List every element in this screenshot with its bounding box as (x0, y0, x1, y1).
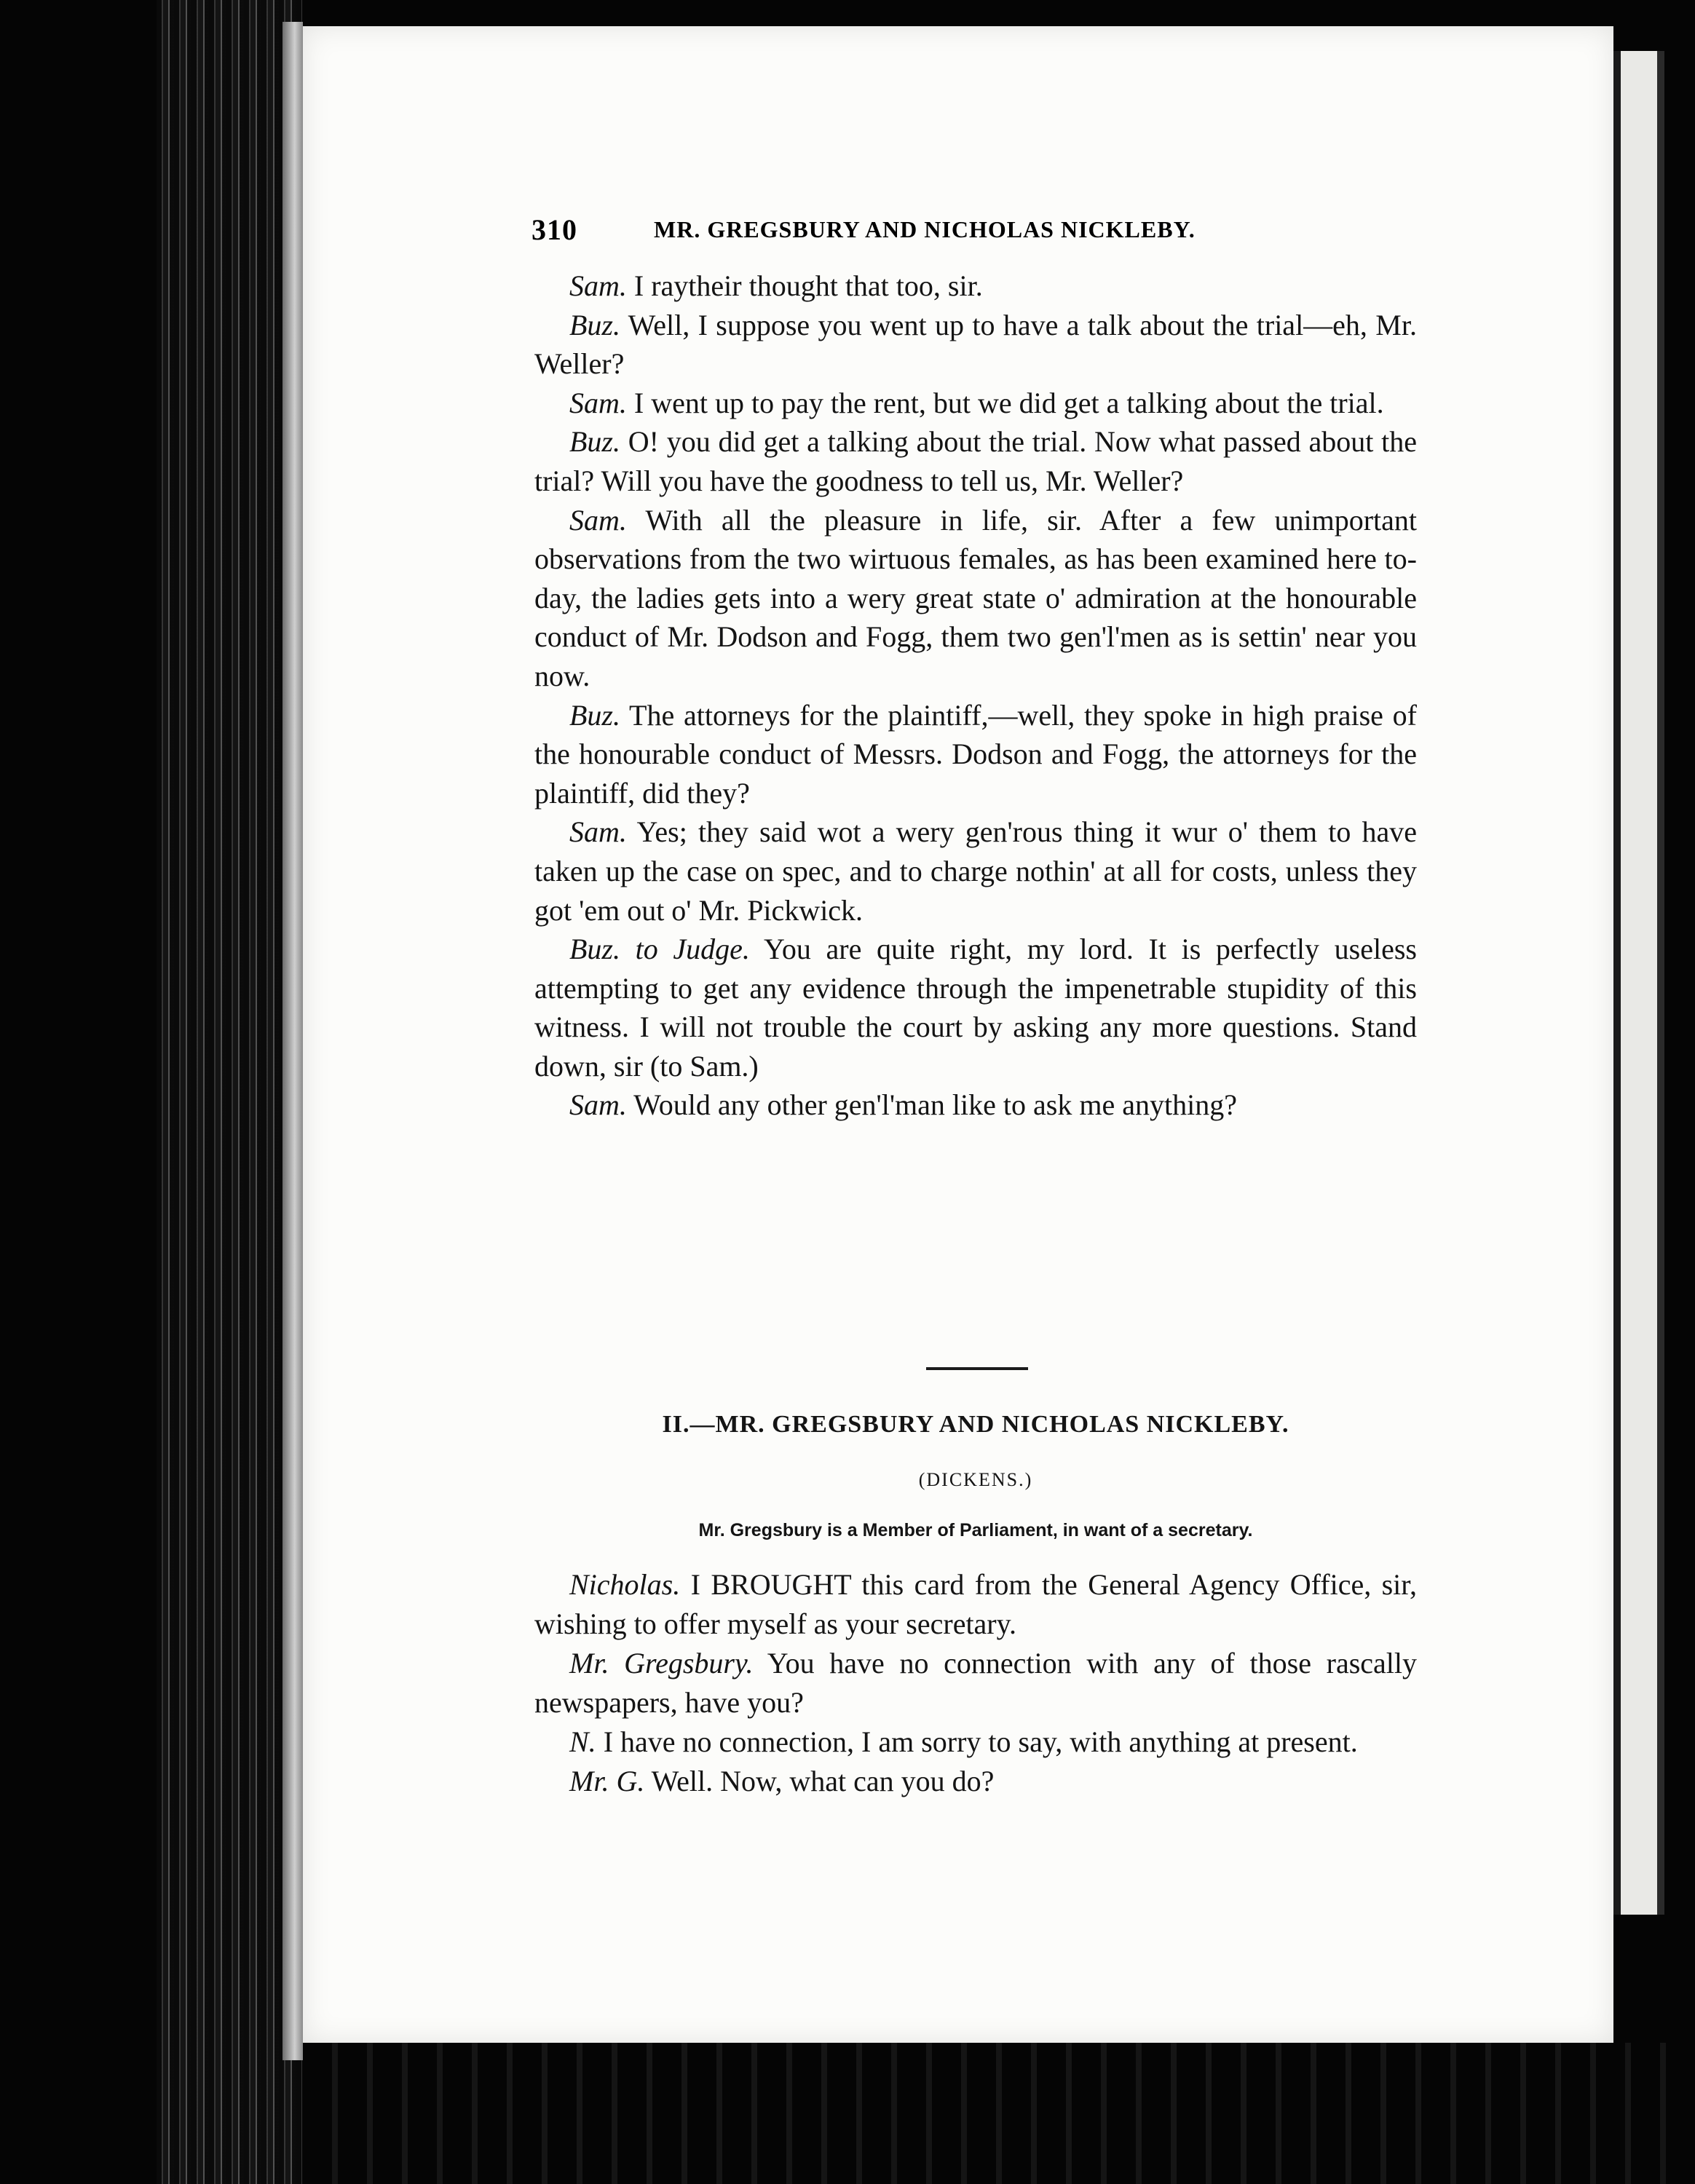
dialogue-paragraph (534, 1565, 1417, 1644)
dialogue-paragraph (534, 1762, 1417, 1801)
bottom-shadow (303, 2043, 1695, 2184)
dialogue-paragraph (534, 306, 1417, 384)
page-edge-highlight (282, 22, 303, 2060)
speaker: Buz. (569, 308, 620, 341)
dialogue-text: Yes; they said wot a wery gen'rous thing it wur o' them to have taken up the case on spec, and to charge nothin' at all for costs, unless they got 'em out o' Mr. Pickwick. (534, 815, 1417, 927)
speaker: Buz. to Judge. (569, 933, 750, 966)
dialogue-first (534, 266, 1417, 1125)
speaker: Nicholas. (569, 1568, 681, 1601)
dialogue-second (534, 1565, 1417, 1801)
speaker: Sam. (569, 269, 627, 302)
dialogue-text: You are quite right, my lord. It is perfectly useless attempting to get any evidence through the impenetrable stupidity of this witness. I will not trouble the court by asking any more questions. Stand down, sir (to Sam.) (534, 933, 1417, 1083)
dialogue-text: O! you did get a talking about the trial. Now what passed about the trial? Will you have the goodness to tell us, Mr. Weller? (534, 425, 1417, 497)
dialogue-paragraph (534, 1085, 1417, 1125)
dialogue-text: I have no connection, I am sorry to say, with anything at present. (603, 1725, 1358, 1758)
dialogue-paragraph (534, 930, 1417, 1085)
dialogue-text: Well. Now, what can you do? (651, 1765, 995, 1797)
speaker: Buz. (569, 698, 620, 732)
facing-page-edge (1613, 51, 1664, 1915)
dialogue-text: I went up to pay the rent, but we did get a talking about the trial. (633, 386, 1384, 419)
speaker: Sam. (569, 815, 627, 849)
dialogue-paragraph (534, 422, 1417, 500)
dialogue-paragraph (534, 384, 1417, 423)
running-head (532, 211, 1420, 248)
speaker: Sam. (569, 503, 627, 537)
dialogue-text: Would any other gen'l'man like to ask me anything? (633, 1088, 1237, 1122)
dialogue-text: The attorneys for the plaintiff,—well, they spoke in high praise of the honourable conduct of Messrs. Dodson and Fogg, the attorneys for the plaintiff, did they? (534, 698, 1417, 810)
speaker: Sam. (569, 1088, 627, 1122)
dialogue-text: With all the pleasure in life, sir. After a few unimportant observations from the two wirtuous females, as has been examined here to-day, the ladies gets into a wery great state o' admiration at the honourable conduct of Mr. Dodson and Fogg, them two gen'l'men as is settin' near you now. (534, 503, 1418, 692)
dialogue-text: I BROUGHT this card from the General Agency Office, sir, wishing to offer myself as your secretary. (534, 1568, 1417, 1640)
page-number: 310 (532, 213, 577, 246)
dialogue-paragraph (534, 501, 1417, 696)
dialogue-paragraph (534, 812, 1417, 930)
speaker: Sam. (569, 386, 627, 419)
dialogue-text: I raytheir thought that too, sir. (633, 269, 983, 302)
page-edges (157, 0, 302, 2184)
dialogue-paragraph (534, 266, 1417, 306)
dialogue-paragraph (534, 1644, 1417, 1722)
section-divider-rule (926, 1367, 1028, 1370)
section-title: II.—MR. GREGSBURY AND NICHOLAS NICKLEBY. (662, 1411, 1289, 1438)
speaker: N. (569, 1725, 596, 1758)
running-head-title: MR. GREGSBURY AND NICHOLAS NICKLEBY. (654, 215, 1196, 242)
speaker: Mr. G. (569, 1765, 645, 1797)
dialogue-text: Well, I suppose you went up to have a talk about the trial—eh, Mr. Weller? (534, 308, 1417, 381)
speaker: Buz. (569, 425, 620, 459)
dialogue-paragraph (534, 696, 1417, 813)
speaker: Mr. Gregsbury. (569, 1647, 754, 1679)
dialogue-text: You have no connection with any of those rascally newspapers, have you? (534, 1647, 1418, 1719)
dialogue-paragraph (534, 1722, 1417, 1762)
section-note: Mr. Gregsbury is a Member of Parliament, in want of a secretary. (698, 1520, 1253, 1540)
section-author: (DICKENS.) (918, 1469, 1033, 1490)
